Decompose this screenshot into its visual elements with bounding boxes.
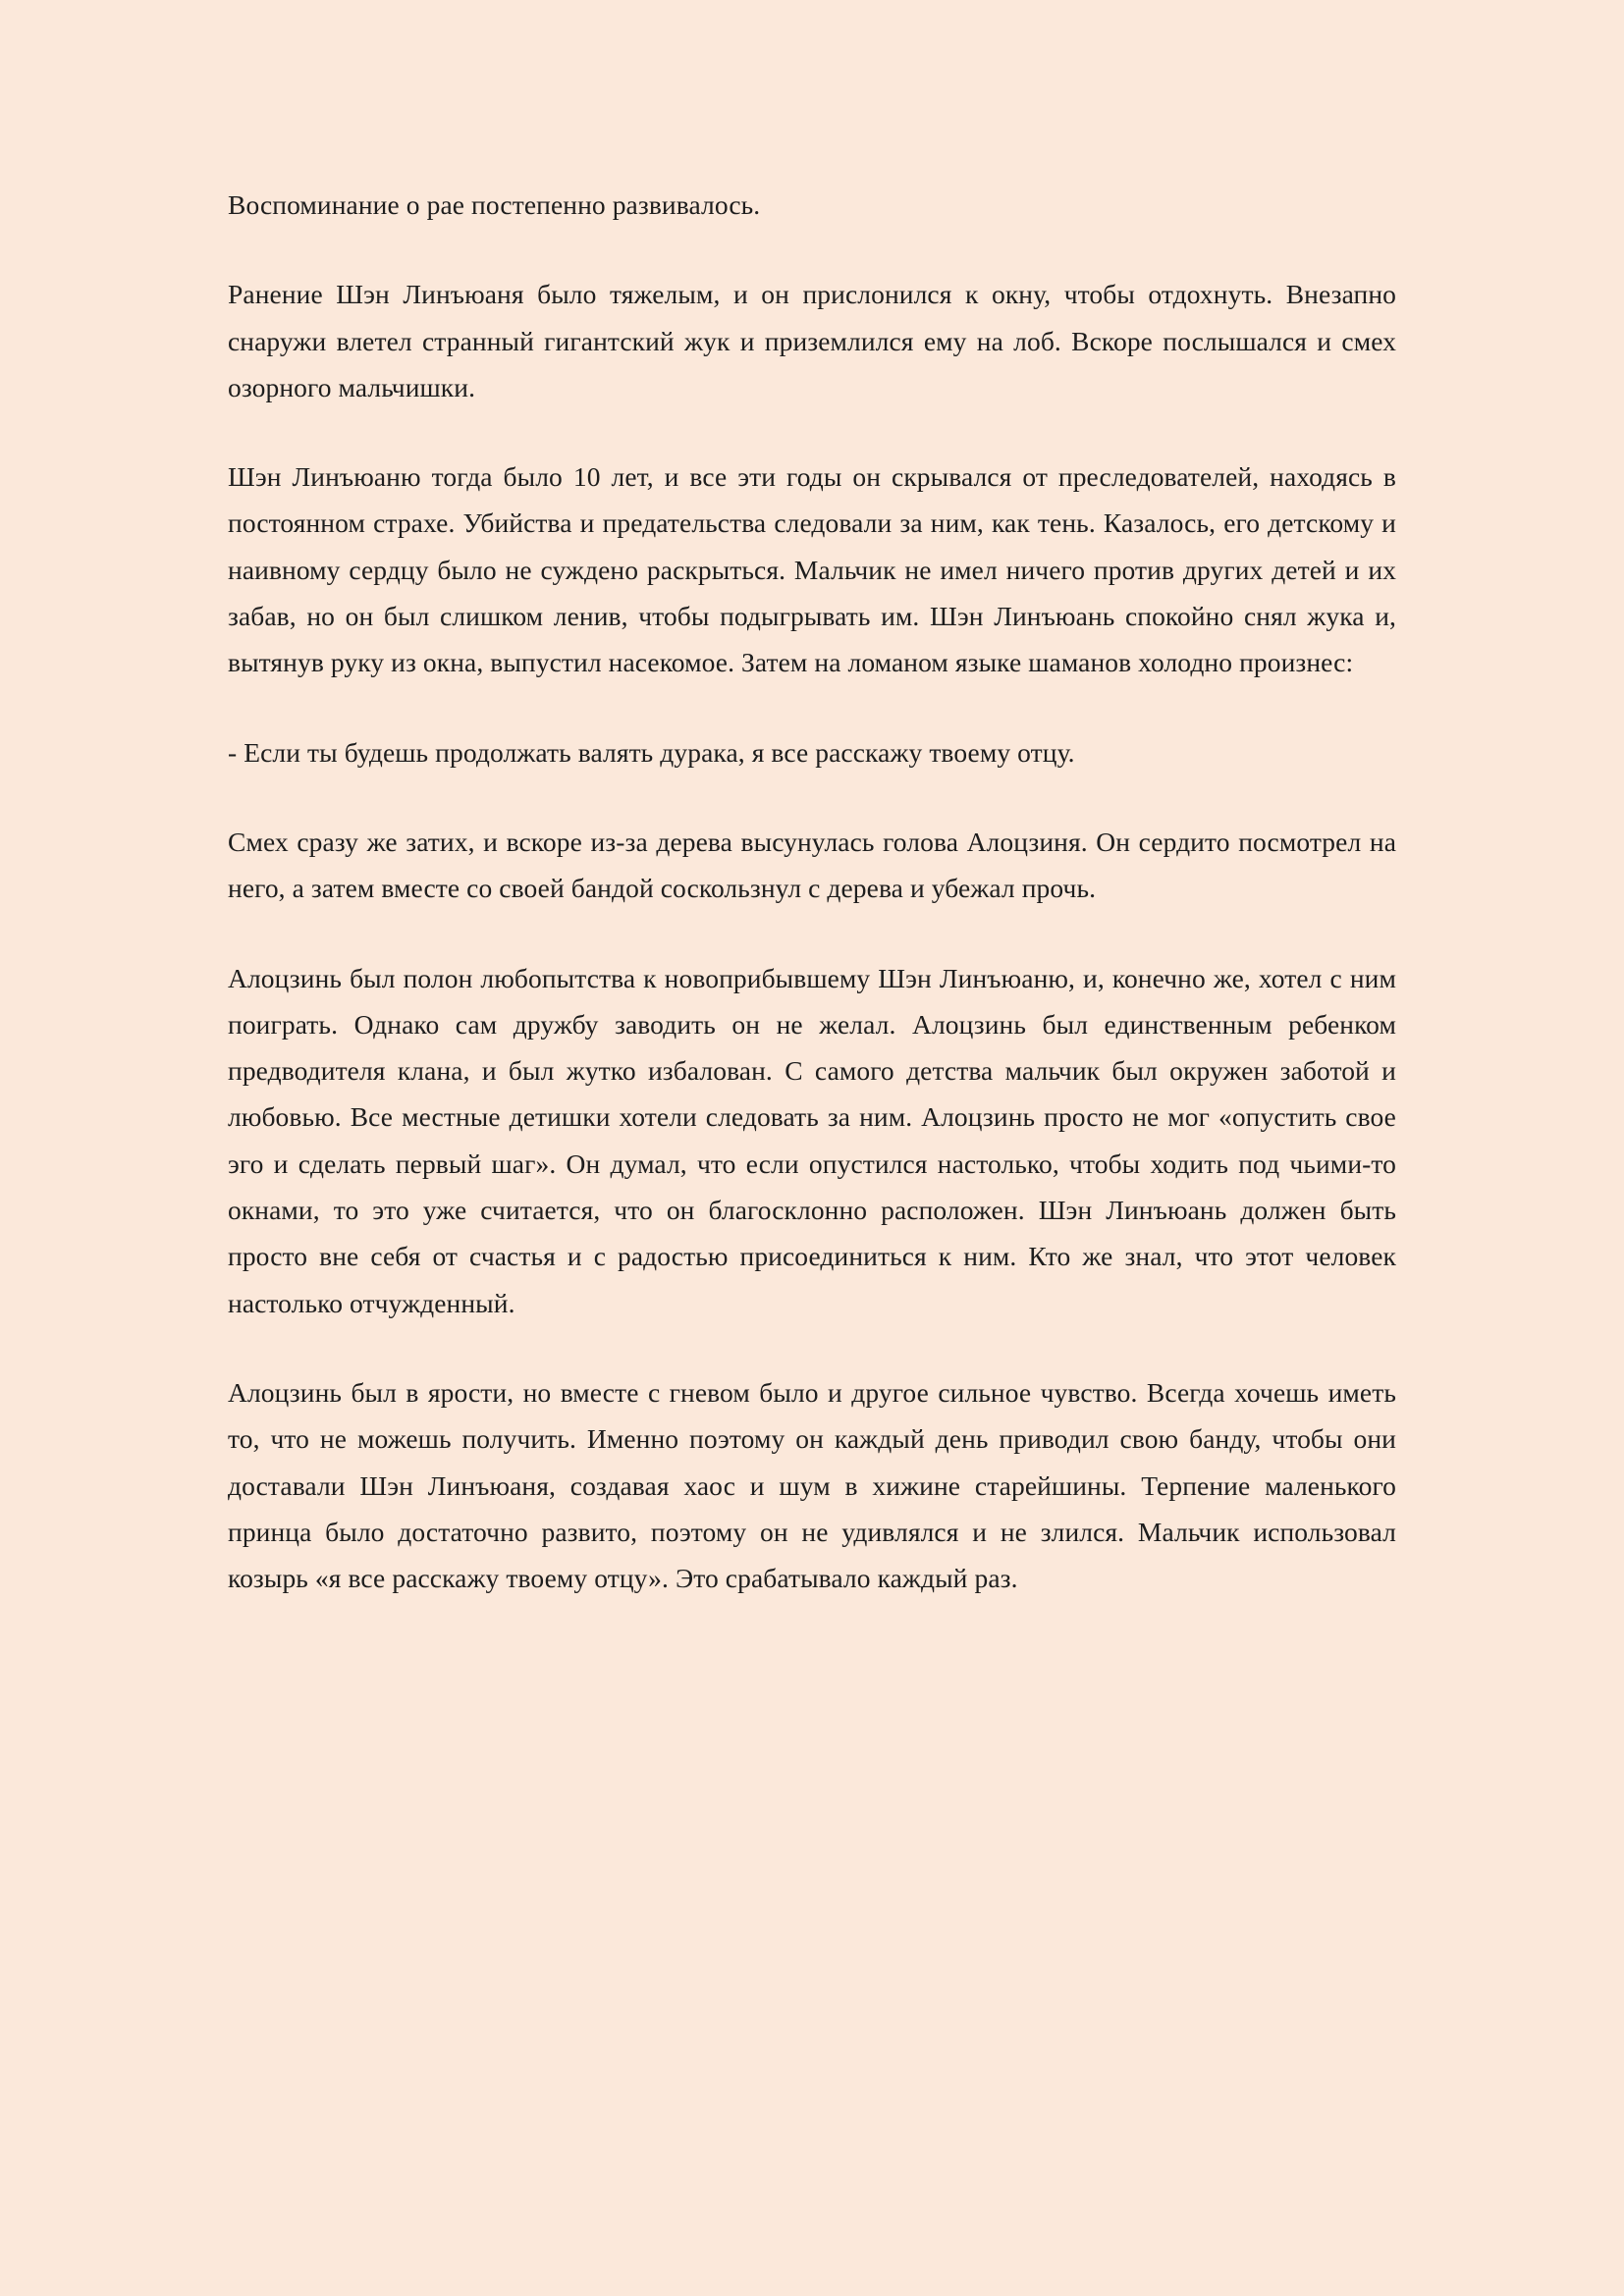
paragraph-6: Алоцзинь был полон любопытства к новоприбывшему Шэн Линъюаню, и, конечно же, хотел с ним поиграть. Однако сам дружбу заводить он не желал. Алоцзинь был единственным ребенком предводителя клана, и был жутко избалован. С самого детства мальчик был окружен заботой и любовью. Все местные детишки хотели следовать за ним. Алоцзинь просто не мог «опустить свое эго и сделать первый шаг». Он думал, что если опустился настолько, чтобы ходить под чьими-то окнами, то это уже считается, что он благосклонно расположен. Шэн Линъюань должен быть просто вне себя от счастья и с радостью присоединиться к ним. Кто же знал, что этот человек настолько отчужденный. [228, 962, 1396, 1318]
paragraph-5: Смех сразу же затих, и вскоре из-за дерева высунулась голова Алоцзиня. Он сердито посмотрел на него, а затем вместе со своей бандой соскользнул с дерева и убежал прочь. [228, 826, 1396, 904]
paragraph-3: Шэн Линъюаню тогда было 10 лет, и все эти годы он скрывался от преследователей, находясь в постоянном страхе. Убийства и предательства следовали за ним, как тень. Казалось, его детскому и наивному сердцу было не суждено раскрыться. Мальчик не имел ничего против других детей и их забав, но он был слишком ленив, чтобы подыгрывать им. Шэн Линъюань спокойно снял жука и, вытянув руку из окна, выпустил насекомое. Затем на ломаном языке шаманов холодно произнес: [228, 461, 1396, 678]
document-body [228, 182, 1396, 1601]
paragraph-1: Воспоминание о рае постепенно развивалось. [228, 189, 761, 220]
paragraph-7: Алоцзинь был в ярости, но вместе с гневом было и другое сильное чувство. Всегда хочешь иметь то, что не можешь получить. Именно поэтому он каждый день приводил свою банду, чтобы они доставали Шэн Линъюаня, создавая хаос и шум в хижине старейшины. Терпение маленького принца было достаточно развито, поэтому он не удивлялся и не злился. Мальчик использовал козырь «я все расскажу твоему отцу». Это срабатывало каждый раз. [228, 1376, 1396, 1594]
paragraph-4-dialogue: - Если ты будешь продолжать валять дурака, я все расскажу твоему отцу. [228, 736, 1075, 768]
paragraph-2: Ранение Шэн Линъюаня было тяжелым, и он прислонился к окну, чтобы отдохнуть. Внезапно снаружи влетел странный гигантский жук и приземлился ему на лоб. Вскоре послышался и смех озорного мальчишки. [228, 279, 1396, 402]
